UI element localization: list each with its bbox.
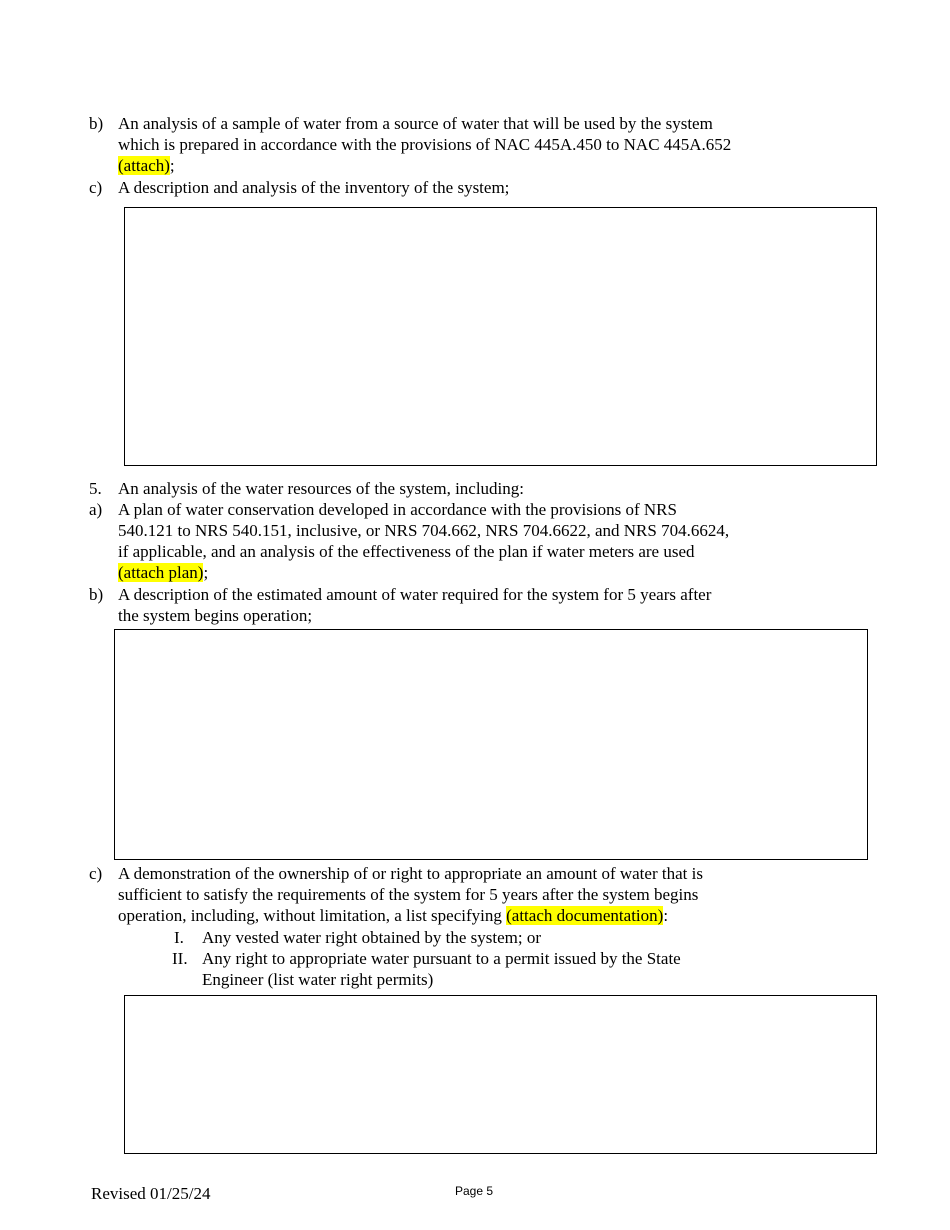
attach-documentation-highlight: (attach documentation) bbox=[506, 906, 664, 925]
item-5b-text-line1: A description of the estimated amount of water required for the system for 5 years after bbox=[118, 585, 712, 604]
item-4b-text-line2: which is prepared in accordance with the provisions of NAC 445A.450 to NAC 445A.652 bbox=[118, 135, 732, 154]
attach-plan-highlight: (attach plan) bbox=[118, 563, 204, 582]
item-5c-tail: : bbox=[663, 906, 669, 925]
item-5a-text-line1: A plan of water conservation developed in accordance with the provisions of NRS bbox=[118, 500, 677, 519]
water-rights-field[interactable] bbox=[124, 995, 877, 1154]
item-marker-4b: b) bbox=[89, 114, 104, 133]
attach-highlight: (attach) bbox=[118, 156, 170, 175]
item-5c-text-line3 bbox=[118, 905, 668, 926]
item-5b-text-line2: the system begins operation; bbox=[118, 606, 313, 625]
water-requirement-field[interactable] bbox=[114, 629, 868, 860]
subitem-I-text: Any vested water right obtained by the system; or bbox=[202, 928, 541, 947]
subitem-II-text-line1: Any right to appropriate water pursuant to a permit issued by the State bbox=[202, 949, 681, 968]
item-marker-5b: b) bbox=[89, 585, 104, 604]
item-5a-text-line3: if applicable, and an analysis of the effectiveness of the plan if water meters are used bbox=[118, 542, 695, 561]
item-marker-4c: c) bbox=[89, 178, 103, 197]
subitem-marker-II: II. bbox=[172, 949, 188, 968]
item-5c-line3-prefix: operation, including, without limitation, a list specifying bbox=[118, 906, 507, 925]
item-5c-text-line2: sufficient to satisfy the requirements of the system for 5 years after the system begins bbox=[118, 885, 699, 904]
item-5a-text-line2: 540.121 to NRS 540.151, inclusive, or NRS 704.662, NRS 704.6622, and NRS 704.6624, bbox=[118, 521, 730, 540]
item-4b-text-line3 bbox=[118, 155, 175, 176]
section-5-heading: An analysis of the water resources of the system, including: bbox=[118, 479, 525, 498]
item-5a-tail: ; bbox=[203, 563, 209, 582]
page-number: Page 5 bbox=[455, 1184, 494, 1198]
item-5c-text-line1: A demonstration of the ownership of or right to appropriate an amount of water that is bbox=[118, 864, 703, 883]
section-5-number: 5. bbox=[89, 479, 102, 498]
item-4c-text-line1: A description and analysis of the inventory of the system; bbox=[118, 178, 510, 197]
subitem-II-text-line2: Engineer (list water right permits) bbox=[202, 970, 434, 989]
item-4b-text-line1: An analysis of a sample of water from a source of water that will be used by the system bbox=[118, 114, 713, 133]
revision-date: Revised 01/25/24 bbox=[91, 1184, 211, 1203]
item-5a-text-line4 bbox=[118, 562, 208, 583]
item-4b-tail: ; bbox=[169, 156, 175, 175]
item-marker-5a: a) bbox=[89, 500, 103, 519]
inventory-description-field[interactable] bbox=[124, 207, 877, 466]
subitem-marker-I: I. bbox=[174, 928, 184, 947]
item-marker-5c: c) bbox=[89, 864, 103, 883]
